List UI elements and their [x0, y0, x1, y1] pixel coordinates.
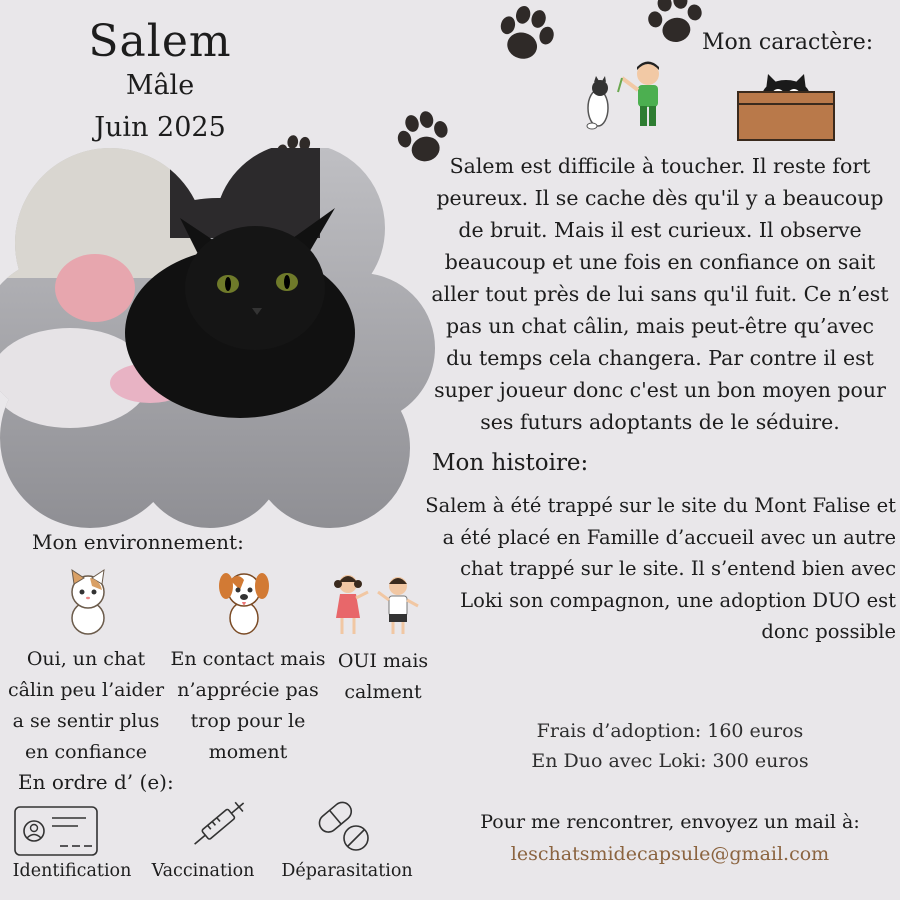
- id-card-icon: [14, 806, 98, 856]
- contact-block: [445, 806, 895, 870]
- history-text: Salem à été trappé sur le site du Mont Falise et a été placé en Famille d’accueil avec un autre chat trappé sur le site. Il s’entend bien avec Loki son compagnon, une adoption DUO est donc possible: [425, 494, 896, 643]
- cat-name: Salem: [88, 16, 232, 67]
- fee-duo: En Duo avec Loki: 300 euros: [531, 750, 809, 772]
- character-title: Mon caractère:: [702, 30, 874, 55]
- cat-photo: [0, 148, 436, 528]
- paw-icon: [490, 2, 560, 68]
- care-identification: Identification: [12, 861, 132, 881]
- care-title: En ordre d’ (e):: [18, 770, 174, 794]
- cat-date: Juin 2025: [94, 112, 226, 143]
- care-vaccination: Vaccination: [151, 861, 255, 881]
- env-dogs-text: En contact mais n’apprécie pas trop pour le moment: [170, 648, 326, 763]
- character-text: Salem est difficile à toucher. Il reste fort peureux. Il se cache dès qu'il y a beaucoup de bruit. Mais il est curieux. Il observe beaucoup et une fois en confiance on sait aller tout près de lui sans qu'il fuit. Ce n’est pas un chat câlin, mais peut-être qu’avec du temps cela changera. Par contre il est super joueur donc c'est un bon moyen pour ses futurs adoptants de le séduire.: [431, 154, 889, 434]
- cat-icon: [62, 570, 114, 636]
- env-kids-text: OUI mais calment: [337, 650, 429, 703]
- boy-playing-cat-icon: [578, 58, 674, 138]
- contact-email-link[interactable]: leschatsmidecapsule@gmail.com: [510, 843, 830, 865]
- paw-icon: [640, 0, 710, 48]
- history-title: Mon histoire:: [432, 450, 589, 476]
- cat-in-box-icon: [736, 70, 836, 142]
- env-cats-text: Oui, un chat câlin peu l’aider a se sentir plus en confiance: [7, 648, 165, 763]
- contact-label: Pour me rencontrer, envoyez un mail à:: [480, 811, 860, 833]
- dog-icon: [216, 566, 272, 636]
- pill-icon: [314, 794, 376, 856]
- fee-single: Frais d’adoption: 160 euros: [536, 720, 804, 742]
- cat-sex: Mâle: [125, 70, 195, 101]
- adoption-fees: [470, 716, 870, 776]
- syringe-icon: [184, 792, 254, 858]
- care-deparasitation: Déparasitation: [281, 861, 413, 881]
- environment-title: Mon environnement:: [32, 530, 244, 554]
- children-icon: [326, 572, 422, 638]
